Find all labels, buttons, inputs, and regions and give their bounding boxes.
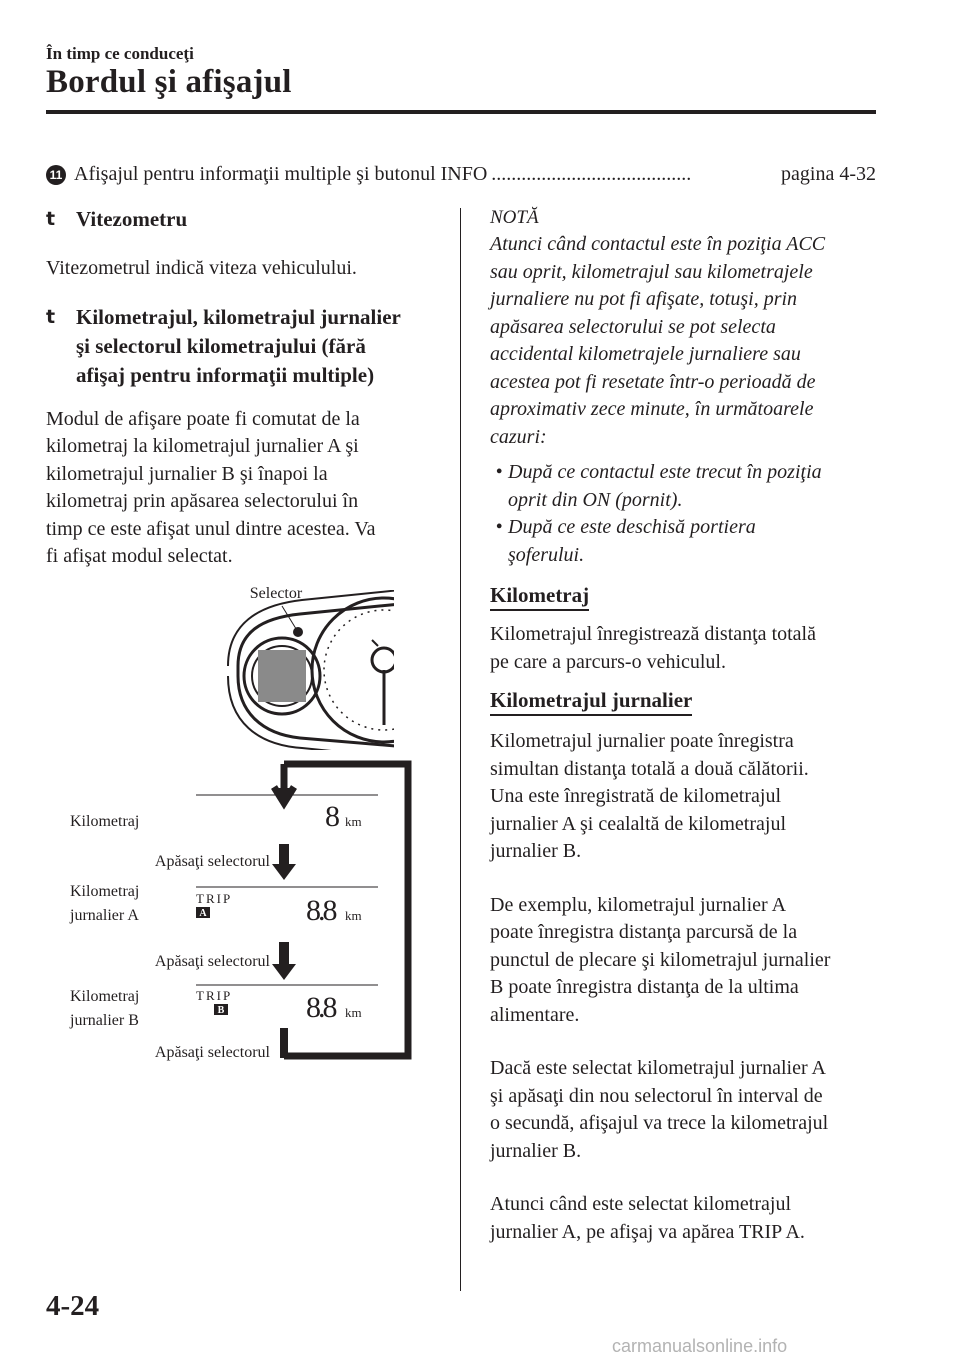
down-arrow-shaft [279, 844, 289, 866]
heading-line: afişaj pentru informaţii multiple) [76, 362, 375, 387]
note-line: aproximativ zece minute, în următoarele [490, 398, 814, 420]
note-bullet [490, 514, 876, 569]
trip-paragraph-3 [490, 1055, 876, 1165]
note-title: NOTĂ [490, 207, 539, 228]
body-line: jurnalier A, pe afişaj va apărea TRIP A. [490, 1220, 805, 1243]
toc-page-link[interactable]: pagina 4-32 [781, 163, 876, 185]
odometer-display-area [258, 650, 306, 702]
body-line: Una este înregistrată de kilometrajul [490, 785, 782, 807]
body-line: kilometraj prin apăsarea selectorului în [46, 490, 359, 512]
km-unit: km [345, 814, 362, 829]
body-line: fi afişat modul selectat. [46, 545, 233, 567]
body-line: poate înregistra distanţa parcursă de la [490, 921, 798, 943]
note-line: cazuri: [490, 425, 547, 448]
odometer-label: Kilometraj [70, 813, 140, 830]
heading-line: Kilometrajul, kilometrajul jurnalier [76, 304, 401, 329]
trip-paragraph-2 [490, 892, 876, 1030]
section-heading: Vitezometru [76, 207, 188, 231]
trip-a-label-line: Kilometraj [70, 883, 140, 900]
body-line: Kilometrajul jurnalier poate înregistra [490, 730, 794, 752]
press-selector-label: Apăsaţi selectorul [154, 1044, 270, 1061]
trip-word: TRIP [196, 988, 233, 1003]
bullet-icon: • [495, 516, 503, 538]
down-arrow-icon [272, 964, 296, 980]
subheading-trip-meter: Kilometrajul jurnalier [490, 688, 692, 716]
watermark[interactable]: carmanualsonline.info [612, 1336, 788, 1356]
body-line: Kilometrajul înregistrează distanţa totală [490, 623, 816, 645]
section-body: Vitezometrul indică viteza vehiculului. [46, 257, 357, 279]
note-line: acestea pot fi resetate într-o perioadă de [490, 370, 816, 393]
trip-b-letter: B [217, 1005, 225, 1016]
item-number-badge: 11 [46, 165, 66, 185]
body-line: Modul de afişare poate fi comutat de la [46, 407, 360, 430]
trip-paragraph-4 [490, 1191, 876, 1246]
body-line: De exemplu, kilometrajul jurnalier A [490, 893, 787, 916]
note-bullet [490, 459, 876, 514]
body-line: kilometraj la kilometrajul jurnalier A şi [46, 435, 359, 457]
note-line: Atunci când contactul este în poziţia ACC [490, 233, 826, 255]
body-line: jurnalier A şi cealaltă de kilometrajul [490, 812, 787, 835]
note-line: accidental kilometrajele jurnaliere sau [490, 343, 801, 365]
bullet-line: După ce contactul este trecut în poziţia [508, 461, 822, 483]
body-line: punctul de plecare şi kilometrajul jurnalier [490, 948, 831, 971]
bullet-line: oprit din ON (pornit). [508, 488, 683, 511]
selector-label: Selector [249, 585, 303, 602]
selector-leader-line [282, 606, 298, 632]
note-body [490, 231, 876, 451]
odometer-paragraph [490, 621, 876, 676]
body-line: kilometrajul jurnalier B şi înapoi la [46, 462, 328, 485]
trip-a-letter: A [199, 908, 207, 919]
toc-text: Afişajul pentru informaţii multiple şi butonul INFO [74, 163, 488, 185]
press-selector-label: Apăsaţi selectorul [154, 853, 270, 870]
trip-b-label-line: Kilometraj [70, 988, 140, 1005]
page-number: 4-24 [46, 1290, 100, 1322]
column-divider [460, 208, 461, 1291]
note-line: apăsarea selectorului se pot selecta [490, 315, 776, 338]
body-line: timp ce este afişat unul dintre acestea. Va [46, 517, 376, 540]
odometer-figure [0, 0, 460, 1100]
body-line: B poate înregistra distanţa de la ultima [490, 976, 799, 998]
km-unit: km [345, 908, 362, 923]
body-line: jurnalier B. [490, 840, 582, 862]
body-line: Dacă este selectat kilometrajul jurnalier A [490, 1057, 826, 1079]
down-arrow-shaft [279, 942, 289, 966]
down-arrow-icon [272, 864, 296, 880]
cycle-return-stem [280, 1028, 288, 1058]
breadcrumb: În timp ce conduceţi [46, 44, 194, 63]
note-line: jurnaliere nu pot fi afişate, totuşi, prin [490, 288, 798, 310]
trip-a-label-line: jurnalier A [70, 907, 139, 924]
bullet-icon: • [495, 461, 503, 483]
body-line: Atunci când este selectat kilometrajul [490, 1193, 791, 1215]
body-line: jurnalier B. [490, 1139, 582, 1162]
trip-b-digits: 8.8 [306, 991, 335, 1024]
km-unit: km [345, 1005, 362, 1020]
note-line: sau oprit, kilometrajul sau kilometrajele [490, 260, 813, 283]
body-line: şi apăsaţi din nou selectorul în interval de [490, 1084, 823, 1107]
toc-leader-dots: ........................................ [491, 163, 692, 185]
trip-a-digits: 8.8 [306, 894, 335, 927]
odometer-digit: 8 [325, 800, 340, 833]
right-column [490, 205, 876, 1246]
instrument-cluster-illustration [228, 588, 456, 760]
section-marker: t [46, 305, 56, 328]
bullet-line: După ce este deschisă portiera [508, 516, 756, 538]
trip-word: TRIP [196, 891, 233, 906]
section-marker: t [46, 208, 56, 230]
body-line: alimentare. [490, 1003, 580, 1026]
trip-paragraph-1 [490, 728, 876, 866]
heading-line: şi selectorul kilometrajului (fără [76, 333, 366, 358]
body-line: simultan distanţa totală a două călătorii. [490, 757, 809, 780]
bullet-line: şoferului. [508, 543, 585, 566]
body-line: pe care a parcurs-o vehiculul. [490, 650, 726, 673]
press-selector-label: Apăsaţi selectorul [154, 953, 270, 970]
trip-b-label-line: jurnalier B [70, 1012, 139, 1029]
body-line: o secundă, afişajul va trece la kilometrajul [490, 1112, 829, 1134]
page-title: Bordul şi afişajul [46, 64, 292, 100]
subheading-odometer: Kilometraj [490, 583, 589, 611]
